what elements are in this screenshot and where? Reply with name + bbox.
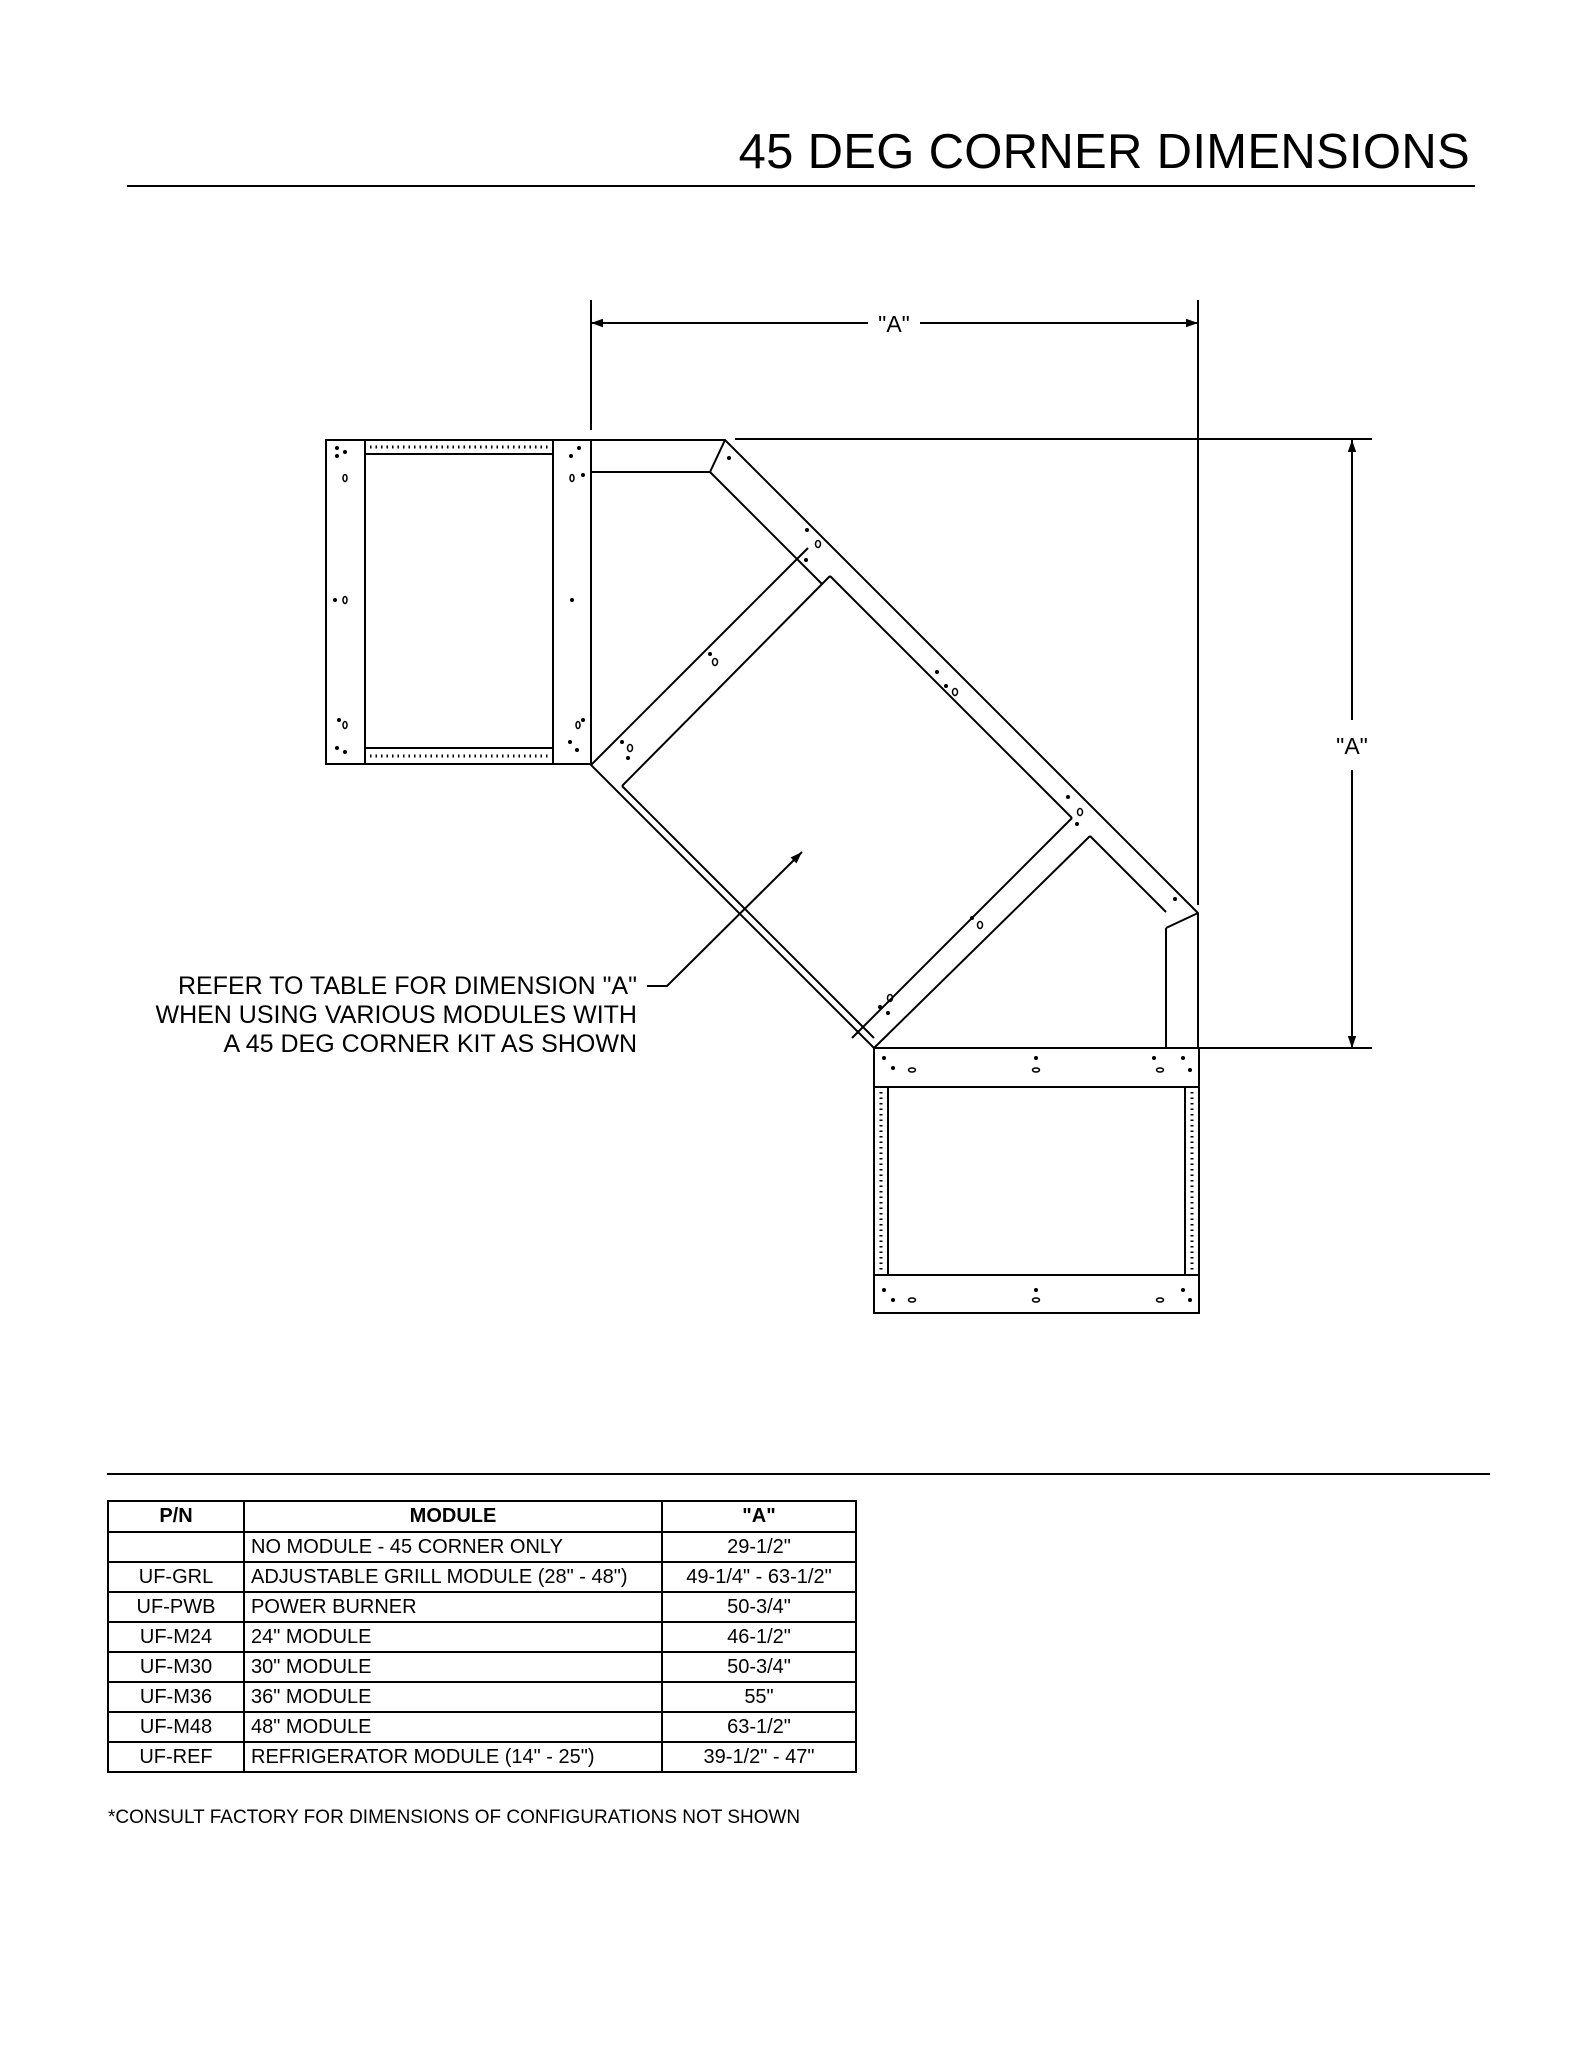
cell-module: NO MODULE - 45 CORNER ONLY: [244, 1532, 662, 1562]
footnote: *CONSULT FACTORY FOR DIMENSIONS OF CONFIGURATIONS NOT SHOWN: [108, 1807, 801, 1828]
cell-module: 30" MODULE: [244, 1652, 662, 1682]
left-module-frame: [326, 440, 591, 764]
dimension-label-vertical: "A": [1336, 733, 1368, 759]
cell-module: ADJUSTABLE GRILL MODULE (28" - 48"): [244, 1562, 662, 1592]
cell-module: POWER BURNER: [244, 1592, 662, 1622]
cell-module: 48" MODULE: [244, 1712, 662, 1742]
cell-a: 50-3/4": [662, 1592, 856, 1622]
cell-pn: UF-M24: [108, 1622, 244, 1652]
callout-line-3: A 45 DEG CORNER KIT AS SHOWN: [223, 1030, 637, 1058]
cell-a: 29-1/2": [662, 1532, 856, 1562]
cell-module: REFRIGERATOR MODULE (14" - 25"): [244, 1742, 662, 1772]
cell-pn: UF-M48: [108, 1712, 244, 1742]
table-row: [108, 1682, 856, 1712]
cell-a: 49-1/4" - 63-1/2": [662, 1562, 856, 1592]
page-title: 45 DEG CORNER DIMENSIONS: [738, 125, 1470, 179]
cell-pn: [108, 1532, 244, 1562]
table-row: [108, 1622, 856, 1652]
table-row: [108, 1592, 856, 1622]
cell-pn: UF-REF: [108, 1742, 244, 1772]
table-row: [108, 1712, 856, 1742]
table-row: [108, 1532, 856, 1562]
dimension-table: [107, 1500, 857, 1773]
callout-leader: [647, 852, 802, 986]
dimension-label-horizontal: "A": [878, 311, 910, 337]
cell-pn: UF-PWB: [108, 1592, 244, 1622]
cell-pn: UF-M36: [108, 1682, 244, 1712]
corner-kit-frame: [591, 440, 1198, 1048]
callout-line-1: REFER TO TABLE FOR DIMENSION "A": [177, 972, 637, 1000]
cell-a: 55": [662, 1682, 856, 1712]
cell-pn: UF-GRL: [108, 1562, 244, 1592]
header-pn: P/N: [108, 1501, 244, 1532]
table-row: [108, 1562, 856, 1592]
mounting-slots: [343, 475, 1164, 1303]
header-module: MODULE: [244, 1501, 662, 1532]
table-header-row: [108, 1501, 856, 1532]
bottom-module-frame: [874, 1048, 1199, 1313]
callout-line-2: WHEN USING VARIOUS MODULES WITH: [155, 1001, 637, 1029]
callout-note: [77, 972, 637, 1059]
header-a: "A": [662, 1501, 856, 1532]
table-row: [108, 1742, 856, 1772]
cell-a: 63-1/2": [662, 1712, 856, 1742]
cell-a: 39-1/2" - 47": [662, 1742, 856, 1772]
cell-module: 24" MODULE: [244, 1622, 662, 1652]
cell-module: 36" MODULE: [244, 1682, 662, 1712]
dimension-lines: [591, 300, 1372, 1048]
cell-pn: UF-M30: [108, 1652, 244, 1682]
cell-a: 50-3/4": [662, 1652, 856, 1682]
mounting-holes: [333, 446, 1192, 1302]
table-rule: [107, 1473, 1490, 1475]
cell-a: 46-1/2": [662, 1622, 856, 1652]
perforation-rows: [370, 447, 1192, 1270]
table-row: [108, 1652, 856, 1682]
